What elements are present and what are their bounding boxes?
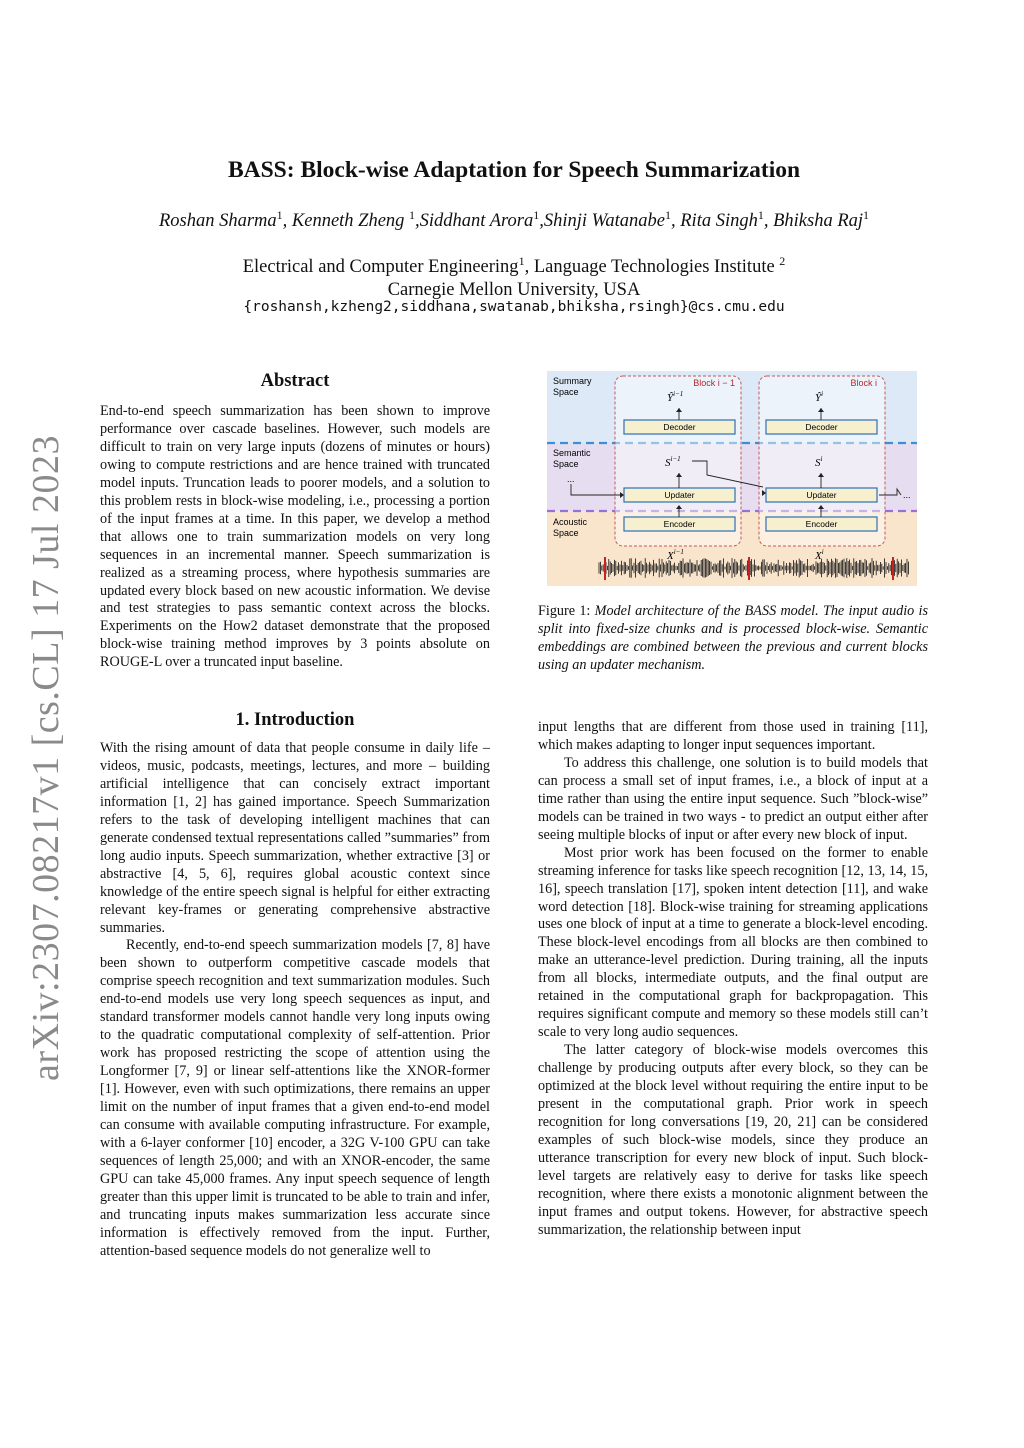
acoustic-space-label: Space (553, 528, 579, 538)
encoder-label: Encoder (663, 519, 696, 529)
author-separator: , (415, 211, 420, 232)
paper-title: BASS: Block-wise Adaptation for Speech Summarization (227, 157, 801, 183)
caption-text: Model architecture of the BASS model. The input audio is split into fixed-size chunks and is processed block-wise. Semantic embeddings are combined between the previous and current blocks using an updater mechanism. (538, 603, 928, 673)
encoder-label: Encoder (805, 519, 838, 529)
paragraph: To address this challenge, one solution is to build models that can process a small set of input frames, i.e., a block of input at a time rather than using the entire input sequence. Such ”block-wise” models can be trained in two ways - to predict an output either after seeing multiple blocks of input or after every new block of input. (538, 754, 928, 843)
summary-symbol-index: i−1 (673, 390, 684, 398)
author-list (100, 208, 928, 232)
introduction-heading: 1. Introduction (235, 710, 355, 730)
acoustic-space-label: Acoustic (553, 517, 588, 527)
affiliation-block (100, 250, 928, 302)
introduction-right-column (538, 719, 928, 1240)
author-separator: , (671, 211, 681, 232)
author-separator: , (763, 211, 774, 232)
summary-symbol-index: i (821, 390, 824, 398)
decoder-label: Decoder (663, 422, 696, 432)
semantic-symbol-index: i (820, 455, 823, 463)
decoder-label: Decoder (805, 422, 838, 432)
arxiv-identifier: arXiv:2307.08217v1 [cs.CL] 17 Jul 2023 (25, 434, 67, 1081)
semantic-space-label: Space (553, 459, 579, 469)
updater-label: Updater (806, 490, 837, 500)
input-symbol: X (815, 550, 822, 562)
abstract-body (100, 403, 490, 672)
paragraph: input lengths that are different from those used in training [11], which makes adapting to longer input sequences important. (538, 719, 928, 753)
university-name: Carnegie Mellon University, USA (387, 280, 641, 301)
summary-space-label: Summary (553, 376, 592, 386)
department-ece: Electrical and Computer Engineering (242, 257, 519, 278)
semantic-symbol-index: i−1 (670, 455, 681, 463)
ellipsis-before: ... (567, 474, 575, 484)
introduction-left-column (100, 740, 490, 1261)
author-affiliation-mark: 1 (533, 208, 540, 222)
semantic-symbol: S (665, 457, 671, 469)
figure-caption (538, 602, 928, 674)
author-name: Roshan Sharma (158, 211, 277, 232)
summary-symbol: Ŷ (667, 392, 674, 404)
arxiv-sidebar-id (16, 434, 76, 1081)
block-current-label: Block i (850, 378, 877, 388)
department-lti: , Language Technologies Institute (524, 257, 780, 278)
affiliation-departments (100, 250, 928, 279)
department-ece-mark: 1 (518, 254, 525, 268)
author-name: Rita Singh (680, 211, 758, 232)
author-affiliation-mark: 1 (665, 208, 671, 222)
semantic-space-label: Semantic (553, 448, 591, 458)
summary-space-label: Space (553, 387, 579, 397)
ellipsis-after: ... (903, 490, 911, 500)
model-architecture-figure (547, 371, 917, 586)
paragraph: With the rising amount of data that people consume in daily life – videos, music, podcasts, meetings, lectures, and more – building artificial intelligence that can concisely extract important information [1, 2] has gained importance. Speech Summarization refers to the task of developing intelligent machines that can generate condensed textual representations called ”summaries” from long audio inputs. Speech summarization, whether extractive [3] or abstractive [4, 5, 6], requires global acoustic context since knowledge of the entire speech signal is helpful for either extracting relevant key-frames or generating comprehensive abstractive summaries. (100, 740, 490, 936)
summary-symbol: Ŷ (815, 392, 822, 404)
semantic-symbol: S (815, 457, 821, 469)
department-lti-mark: 2 (779, 254, 786, 268)
caption-label: Figure 1: (538, 603, 591, 619)
abstract-heading: Abstract (260, 371, 330, 391)
input-symbol-index: i (821, 548, 824, 556)
input-symbol-index: i−1 (673, 548, 684, 556)
author-separator: , (282, 211, 292, 232)
author-name: Kenneth Zheng (291, 211, 410, 232)
author-separator: , (539, 211, 544, 232)
author-affiliation-mark: 1 (863, 208, 870, 222)
paragraph: The latter category of block-wise models overcomes this challenge by producing outputs after every block, so they can be optimized at the block level without requiring the entire input to be present in the computational graph. Prior work in speech recognition for long conversations [19, 20, 21] can be considered examples of such block-wise models, since they produce an utterance transcription for every new block of input. Such block-level targets are relatively easy to derive for tasks like speech recognition, where there exists a monotonic alignment between the input frames and output tokens. However, for abstractive speech summarization, the relationship between input (538, 1042, 928, 1238)
paragraph: Recently, end-to-end speech summarization models [7, 8] have been shown to outperform competitive cascade models that comprise speech recognition and text summarization modules. Such end-to-end models use very long speech sequences as input, and standard transformer models cannot handle very long inputs owing to the quadratic computational complexity of self-attention. Prior work has proposed restricting the scope of attention using the Longformer [7, 9] or linear self-attentions like the XNOR-former [1]. However, even with such optimizations, there remains an upper limit on the number of input frames that a given end-to-end model can consume with available computing infrastructure. For example, with a 6-layer conformer [10] encoder, a 32G V-100 GPU can take sequences of length 25,000; and with an XNOR-encoder, the same GPU can take 45,000 frames. Any input speech sequence of length greater than this upper limit is truncated to be able to train and infer, and truncating inputs makes summarization less accurate since information is effectively removed from the input. Further, attention-based sequence models do not generalize well to (100, 937, 490, 1259)
author-affiliation-mark: 1 (757, 208, 764, 222)
paragraph: Most prior work has been focused on the former to enable streaming inference for tasks like speech recognition [12, 13, 14, 15, 16], speech translation [17], spoken intent detection [11], and wake word detection [18]. Block-wise training for streaming applications uses one block of input at a time to generate a block-level encoding. These block-level encodings from all blocks are then combined to make an utterance-level prediction. During training, all the inputs from all blocks, intermediate outputs, and the final output are retained in the computational graph for backpropagation. This requires significant compute and memory so these models still can’t scale to very long audio sequences. (538, 844, 928, 1041)
author-name: Shinji Watanabe (543, 211, 665, 232)
author-affiliation-mark: 1 (409, 208, 416, 222)
block-previous-label: Block i − 1 (693, 378, 735, 388)
author-emails: {roshansh,kzheng2,siddhana,swatanab,bhiksha,rsingh}@cs.cmu.edu (243, 299, 785, 315)
updater-label: Updater (664, 490, 695, 500)
author-affiliation-mark: 1 (276, 208, 283, 222)
input-symbol: X (667, 550, 674, 562)
author-name: Bhiksha Raj (773, 211, 864, 232)
abstract-text: End-to-end speech summarization has been shown to improve performance over cascade baselines. However, such models are difficult to train on very large inputs (dozens of minutes or hours) owing to compute restrictions and are hence trained with truncated model inputs. Truncation leads to poorer models, and a solution to this problem rests in block-wise modeling, i.e., processing a portion of the input frames at a time. In this paper, we develop a method that allows one to train summarization models on very long sequences in an incremental manner. Speech summarization is realized as a streaming process, where hypothesis summaries are updated every block based on new acoustic information. We devise and test strategies to pass semantic context across the blocks. Experiments on the How2 dataset demonstrate that the proposed block-wise training method improves by 3 points absolute on ROUGE-L over a truncated input baseline. (100, 403, 490, 671)
author-name: Siddhant Arora (419, 211, 534, 232)
